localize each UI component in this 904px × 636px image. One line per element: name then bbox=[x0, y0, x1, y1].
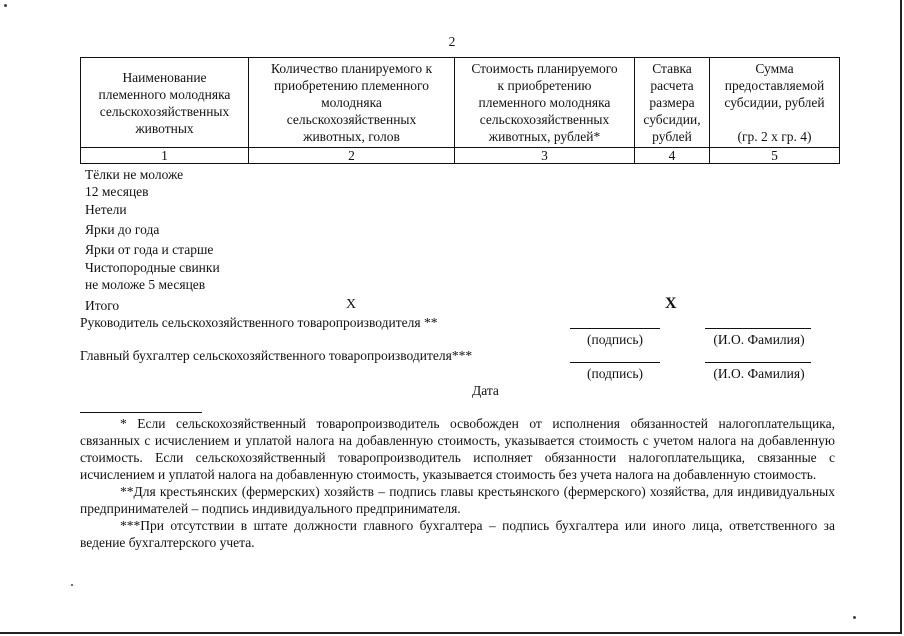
date-label: Дата bbox=[472, 383, 499, 398]
row-label: Ярки до года bbox=[85, 222, 160, 237]
column-number: 1 bbox=[81, 148, 249, 164]
row-label: Тёлки не моложе bbox=[85, 167, 184, 182]
row-label: Ярки от года и старше bbox=[85, 242, 214, 257]
table-header-row bbox=[81, 58, 840, 148]
head-signature-caption: (подпись) bbox=[586, 332, 644, 347]
accountant-name-line bbox=[705, 362, 811, 363]
footnotes bbox=[80, 415, 835, 551]
head-name-caption: (И.О. Фамилия) bbox=[713, 332, 805, 347]
accountant-signature-caption: (подпись) bbox=[586, 366, 644, 381]
scan-speck bbox=[4, 4, 7, 7]
row-label: не моложе 5 месяцев bbox=[85, 277, 206, 292]
total-label: Итого bbox=[85, 298, 120, 313]
scan-speck bbox=[71, 584, 73, 586]
header-quantity: Количество планируемого к приобретению племенного молодняка сельскохозяйственных животных, голов bbox=[249, 58, 455, 148]
footnote-accountant: ***При отсутствии в штате должности главного бухгалтера – подпись бухгалтера или иного лица, ответственного за ведение бухгалтерского учета. bbox=[80, 518, 835, 550]
footnote-vat: * Если сельскохозяйственный товаропроизводитель освобожден от исполнения обязанностей налогоплательщика, связанных с исчислением и уплатой налога на добавленную стоимость, указывается стоимость с учетом налога на добавленную стоимость. Если сельскохозяйственный товаропроизводитель исполняет обязанности налогоплательщика, связанные с исчислением и уплатой налога на добавленную стоимость, указывается стоимость без учета налога на добавленную стоимость. bbox=[80, 416, 835, 482]
column-number: 3 bbox=[455, 148, 635, 164]
accountant-signature-line bbox=[570, 362, 660, 363]
column-number: 2 bbox=[249, 148, 455, 164]
footnote-separator bbox=[80, 412, 202, 413]
scan-speck bbox=[853, 616, 856, 619]
column-number: 5 bbox=[710, 148, 840, 164]
accountant-name-caption: (И.О. Фамилия) bbox=[713, 366, 805, 381]
total-mark-col2: Х bbox=[346, 297, 357, 312]
head-signature-label: Руководитель сельскохозяйственного товаропроизводителя ** bbox=[80, 315, 438, 330]
row-label: 12 месяцев bbox=[85, 184, 149, 199]
accountant-signature-label: Главный бухгалтер сельскохозяйственного товаропроизводителя*** bbox=[80, 348, 473, 363]
column-number: 4 bbox=[635, 148, 710, 164]
row-label: Чистопородные свинки bbox=[85, 260, 220, 275]
header-subsidy-sum: Сумма предоставляемой субсидии, рублей (гр. 2 х гр. 4) bbox=[710, 58, 840, 148]
header-cost: Стоимость планируемого к приобретению племенного молодняка сельскохозяйственных животных, рублей* bbox=[455, 58, 635, 148]
head-name-line bbox=[705, 328, 811, 329]
header-animal-name: Наименование племенного молодняка сельскохозяйственных животных bbox=[81, 58, 249, 148]
total-mark-col4: Х bbox=[665, 295, 677, 312]
footnote-farm: **Для крестьянских (фермерских) хозяйств – подпись главы крестьянского (фермерского) хозяйства, для индивидуальных предпринимателей – подпись индивидуального предпринимателя. bbox=[80, 484, 835, 516]
column-number-row bbox=[81, 148, 840, 164]
header-rate: Ставка расчета размера субсидии, рублей bbox=[635, 58, 710, 148]
page-number: 2 bbox=[448, 34, 456, 49]
head-signature-line bbox=[570, 328, 660, 329]
subsidy-table bbox=[80, 57, 840, 164]
row-label: Нетели bbox=[85, 202, 127, 217]
